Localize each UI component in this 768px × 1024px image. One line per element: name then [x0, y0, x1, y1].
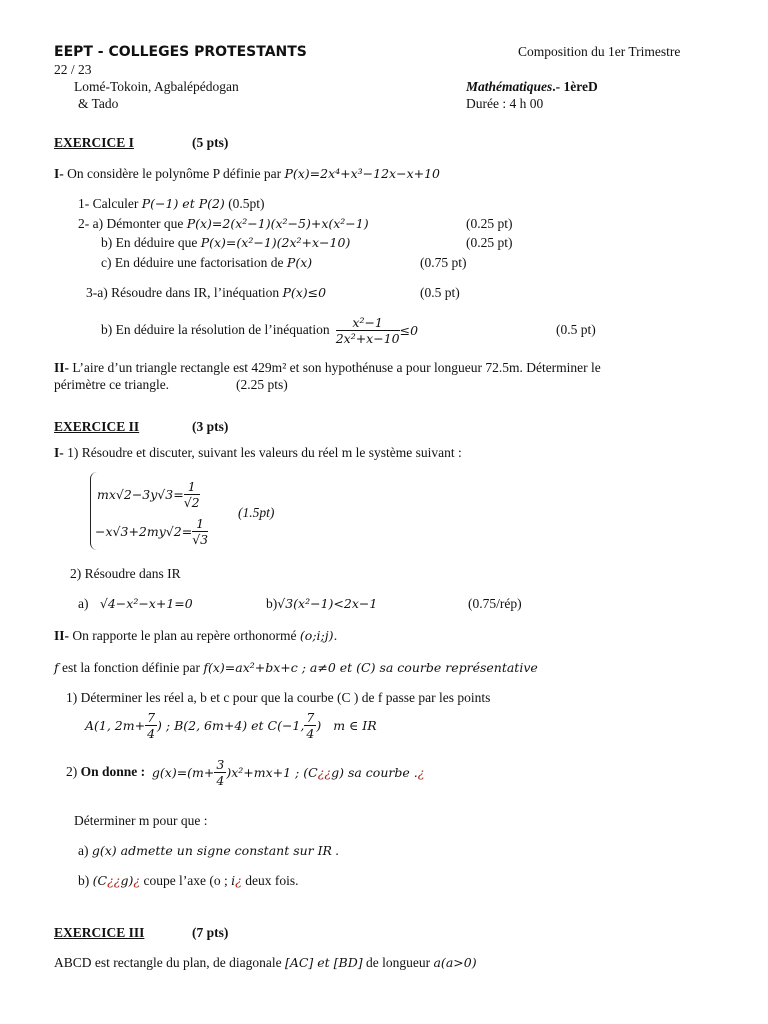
ex1-intro-label: I-	[54, 166, 64, 181]
ex2-q2b	[266, 596, 377, 612]
ex1-q2c	[101, 255, 312, 271]
ex2-q2: 2) Résoudre dans IR	[70, 566, 181, 581]
ex3-points: (7 pts)	[192, 925, 229, 940]
ex1-q1-formula: P(−1) et P(2)	[141, 196, 225, 211]
ex2-determine-a-end: .	[335, 843, 339, 858]
system-eq1-fraction	[184, 479, 200, 510]
ex1-q3b	[101, 314, 418, 346]
ex2-q1-frac2-num: 7	[306, 709, 315, 725]
ex1-intro-formula: P(x)=2x⁴+x³−12x−x+10	[284, 166, 441, 181]
ex2-f-text: est la fonction définie par	[62, 660, 200, 675]
ex2-q2a-formula: √4−x²−x+1=0	[99, 596, 193, 611]
class-level: .- 1èreD	[552, 79, 598, 94]
ex2-q2-number: 2)	[66, 764, 78, 779]
duration: Durée : 4 h 00	[466, 96, 544, 111]
ex1-part2-points: (2.25 pts)	[236, 377, 288, 392]
ex2-q1-frac1-den: 4	[147, 725, 156, 741]
ex2-determine-b-formula-a: (C	[92, 873, 108, 888]
ex1-q2b-formula: P(x)=(x²−1)(2x²+x−10)	[200, 235, 351, 250]
ex2-determine-b-formula-c: i	[231, 873, 236, 888]
school-name: EEPT - COLLEGES PROTESTANTS	[54, 44, 307, 60]
ex1-q2c-text: c) En déduire une factorisation de	[101, 255, 284, 270]
ex3-text-2: de longueur	[366, 955, 431, 970]
ex2-determine-b-end: deux fois.	[245, 873, 299, 888]
ex1-q2a-formula: P(x)=2(x²−1)(x²−5)+x(x²−1)	[186, 216, 369, 231]
ex1-q1-text: 1- Calculer	[78, 196, 139, 211]
school-location: Lomé-Tokoin, Agbalépédogan	[74, 79, 239, 94]
ex1-q3a-text: 3-a) Résoudre dans IR, l’inéquation	[86, 285, 280, 300]
ex2-function-def	[54, 660, 538, 676]
ex1-q3a-points: (0.5 pt)	[420, 285, 460, 300]
ex1-intro-text: On considère le polynôme P définie par	[67, 166, 282, 181]
ex2-determine-b	[78, 873, 299, 889]
ex2-q1-formula-b: ) ; B(2, 6m+4) et C(−1,	[157, 717, 305, 733]
system-equation-1	[97, 477, 200, 511]
ex2-q2-formula-b: )x²+mx+1 ; (C	[226, 764, 318, 780]
ex1-q3b-points: (0.5 pt)	[556, 322, 596, 337]
ex2-determine-b-text: coupe l’axe (o ;	[143, 873, 228, 888]
ex2-determine-b-garble-2: ¿	[133, 873, 141, 888]
ex2-determine-a	[78, 843, 339, 859]
system-eq2-fraction	[192, 516, 208, 547]
ex2-f-letter: f	[54, 660, 59, 675]
subject: Mathématiques	[466, 79, 553, 94]
school-year: 22 / 23	[54, 62, 92, 77]
ex2-q1-formula-a: A(1, 2m+	[85, 717, 146, 733]
ex2-q1-m-domain: m ∈ IR	[333, 717, 377, 733]
ex1-q3b-text: b) En déduire la résolution de l’inéquation	[101, 322, 330, 337]
ex1-q2c-formula: P(x)	[286, 255, 313, 270]
ex1-q3b-rhs: ≤0	[399, 322, 419, 338]
ex2-q2-given-label: On donne :	[80, 764, 146, 779]
ex2-q1-frac2	[304, 710, 316, 741]
ex2-q1: 1) Déterminer les réel a, b et c pour que la courbe (C ) de f passe par les points	[66, 690, 491, 705]
ex2-determine-b-formula-b: g)	[120, 873, 134, 888]
ex1-part2-line1	[54, 360, 601, 376]
system-eq1-numerator: 1	[184, 479, 200, 495]
ex2-determine-a-label: a)	[78, 843, 89, 858]
school-location-2: & Tado	[78, 96, 119, 111]
ex2-part2-text: On rapporte le plan au repère orthonormé	[72, 628, 297, 643]
ex2-part2-label: II-	[54, 628, 70, 643]
ex1-q2b-points: (0.25 pt)	[466, 235, 513, 250]
ex2-determine-a-formula: g(x) admette un signe constant sur IR	[91, 843, 332, 858]
ex1-intro	[54, 166, 440, 182]
ex2-title: EXERCICE II	[54, 419, 140, 434]
ex1-q1	[78, 196, 265, 212]
ex2-part1	[54, 445, 462, 461]
ex3-title: EXERCICE III	[54, 925, 145, 940]
ex2-q2a-label: a)	[78, 596, 89, 611]
ex1-q3a-formula: P(x)≤0	[282, 285, 327, 300]
ex1-points: (5 pts)	[192, 135, 229, 150]
ex2-q1-frac2-den: 4	[306, 725, 315, 741]
ex2-points: (3 pts)	[192, 419, 229, 434]
system-eq1-denominator: √2	[183, 494, 200, 510]
ex2-determine-b-garble-3: ¿	[235, 873, 242, 888]
ex2-q1-points-formula	[85, 707, 377, 743]
ex1-q2a-text: 2- a) Démonter que	[78, 216, 184, 231]
ex3-text-1: ABCD est rectangle du plan, de diagonale	[54, 955, 282, 970]
subject-line	[466, 79, 598, 95]
ex1-q1-points: (0.5pt)	[228, 196, 265, 211]
ex3-formula-2: a(a>0)	[433, 955, 477, 970]
ex2-q1-frac1-num: 7	[147, 709, 156, 725]
ex2-q2-frac-num: 3	[216, 756, 225, 772]
ex1-q2b	[101, 235, 350, 251]
system-eq1-lhs: mx√2−3y√3=	[97, 486, 184, 502]
ex2-q2-formula-a: g(x)=(m+	[151, 764, 215, 780]
ex1-part2-text: L’aire d’un triangle rectangle est 429m² et son hypothénuse a pour longueur 72.5m. Déterminer le	[72, 360, 601, 375]
ex2-q2b-label: b)	[266, 596, 278, 611]
ex2-part2	[54, 628, 337, 644]
system-points: (1.5pt)	[238, 505, 275, 520]
system-eq2-numerator: 1	[192, 516, 208, 532]
system-eq2-lhs: −x√3+2my√2=	[95, 523, 193, 539]
ex2-determine-b-garble-1: ¿¿	[107, 873, 121, 888]
ex2-q2-fraction	[214, 757, 226, 788]
ex3-statement	[54, 955, 477, 971]
ex3-formula-1: [AC] et [BD]	[284, 955, 363, 970]
system-eq2-denominator: √3	[192, 531, 209, 547]
ex1-q3a	[86, 285, 326, 301]
system-equation-2	[95, 514, 208, 548]
ex2-q2-garble-1: ¿¿	[317, 764, 332, 780]
ex2-q2-frac-den: 4	[216, 772, 225, 788]
composition-title: Composition du 1er Trimestre	[518, 44, 681, 59]
ex1-q3b-fraction	[336, 315, 400, 346]
ex1-part2-label: II-	[54, 360, 70, 375]
ex2-q2a	[78, 596, 193, 612]
ex1-q3b-denominator: 2x²+x−10	[335, 330, 400, 346]
ex1-q2b-text: b) En déduire que	[101, 235, 198, 250]
ex2-q2-points: (0.75/rép)	[468, 596, 522, 611]
ex2-q1-formula-c: )	[316, 717, 322, 733]
ex2-q2-garble-2: ¿	[417, 764, 425, 780]
ex2-part1-text: 1) Résoudre et discuter, suivant les valeurs du réel m le système suivant :	[67, 445, 462, 460]
ex1-q2a	[78, 216, 369, 232]
ex2-q2b-formula: √3(x²−1)<2x−1	[277, 596, 378, 611]
ex2-determine-b-label: b)	[78, 873, 90, 888]
ex2-f-formula: f(x)=ax²+bx+c ; a≠0 et (C) sa courbe représentative	[203, 660, 538, 675]
ex2-part2-formula: (o;i;j).	[299, 628, 338, 643]
ex2-q2-given	[66, 754, 424, 790]
ex2-part1-label: I-	[54, 445, 64, 460]
ex1-q2a-points: (0.25 pt)	[466, 216, 513, 231]
ex2-q2-formula-c: g) sa courbe .	[331, 764, 418, 780]
ex1-q3b-numerator: x²−1	[336, 315, 400, 331]
ex1-title: EXERCICE I	[54, 135, 134, 150]
ex1-q2c-points: (0.75 pt)	[420, 255, 467, 270]
ex2-q1-frac1	[145, 710, 157, 741]
ex2-determine: Déterminer m pour que :	[74, 813, 208, 828]
ex1-part2-line2: périmètre ce triangle.	[54, 377, 170, 392]
